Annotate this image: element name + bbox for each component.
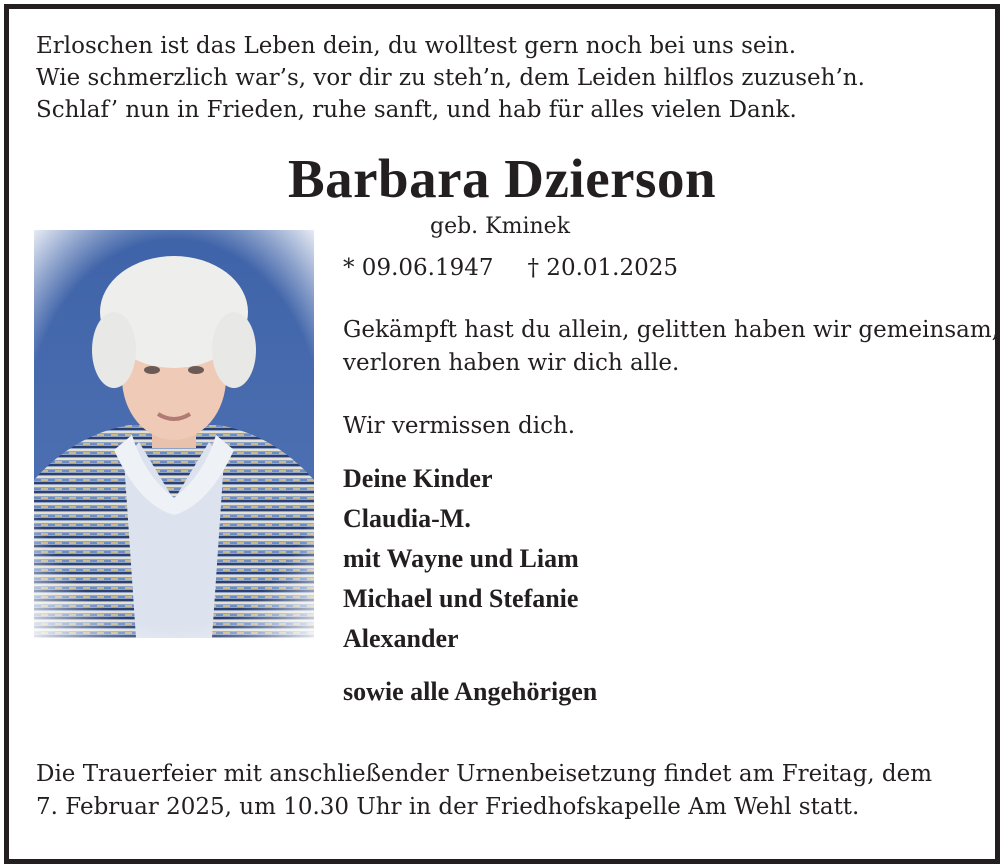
family-line-4: Michael und Stefanie (343, 584, 579, 613)
family-line-5: Alexander (343, 624, 459, 653)
family-line-6: sowie alle Angehörigen (343, 677, 598, 706)
deceased-name: Barbara Dzierson (287, 148, 717, 209)
portrait-photo (34, 230, 314, 638)
life-dates (343, 255, 678, 281)
family-line-2: Claudia-M. (343, 504, 471, 533)
footer-line-1: Die Trauerfeier mit anschließender Urnenbeisetzung findet am Freitag, dem (36, 761, 933, 787)
birth-date: * 09.06.1947 (343, 255, 494, 281)
verse-line-3: Schlaf’ nun in Frieden, ruhe sanft, und hab für alles vielen Dank. (36, 97, 797, 123)
death-date: † 20.01.2025 (527, 255, 678, 281)
message-line-2: verloren haben wir dich alle. (343, 350, 680, 376)
family-line-3: mit Wayne und Liam (343, 544, 579, 573)
verse-line-2: Wie schmerzlich war’s, vor dir zu steh’n, dem Leiden hilflos zuzuseh’n. (36, 65, 865, 91)
obituary-notice (4, 4, 1000, 864)
footer-line-2: 7. Februar 2025, um 10.30 Uhr in der Friedhofskapelle Am Wehl statt. (36, 794, 860, 820)
maiden-name: geb. Kminek (430, 214, 571, 239)
verse-line-1: Erloschen ist das Leben dein, du wolltest gern noch bei uns sein. (36, 33, 797, 59)
message-line-3: Wir vermissen dich. (343, 413, 576, 439)
message-line-1: Gekämpft hast du allein, gelitten haben wir gemeinsam, (343, 317, 999, 343)
family-line-1: Deine Kinder (343, 464, 493, 493)
